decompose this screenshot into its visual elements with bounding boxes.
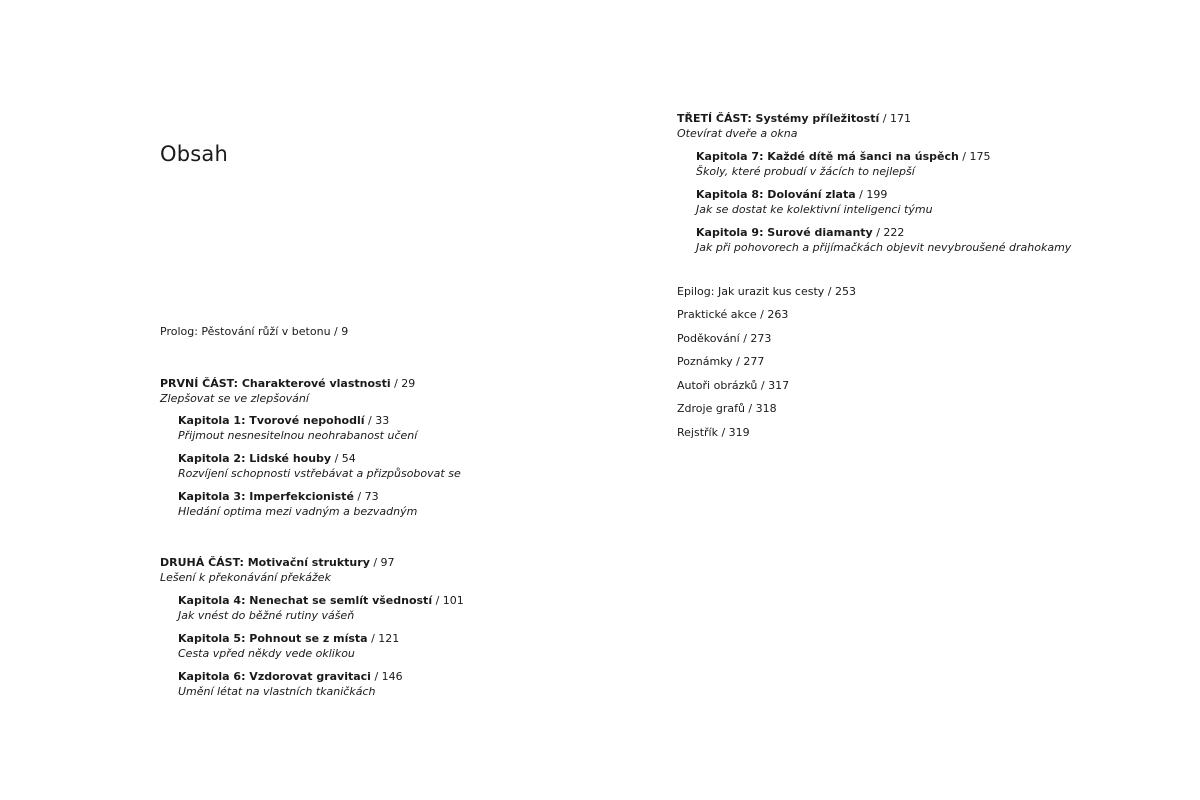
part-3	[677, 111, 911, 141]
chapter-1-page: / 33	[364, 414, 390, 427]
chapter-7-subtitle: Školy, které probudí v žácích to nejlepší	[696, 165, 915, 178]
chapter-2-subtitle: Rozvíjení schopnosti vstřebávat a přizpůsobovat se	[178, 467, 461, 480]
chapter-4-label: Kapitola 4: Nenechat se semlít všedností	[178, 594, 433, 607]
chapter-2-page: / 54	[331, 452, 356, 465]
part-2-subtitle: Lešení k překonávání překážek	[160, 571, 331, 584]
toc-chart-sources: Zdroje grafů / 318	[677, 402, 777, 415]
chapter-8-page: / 199	[855, 188, 888, 201]
toc-notes: Poznámky / 277	[677, 355, 765, 368]
part-1-page: / 29	[390, 377, 416, 390]
chapter-4	[178, 593, 464, 623]
part-2-page: / 97	[369, 556, 395, 569]
chapter-7-label: Kapitola 7: Každé dítě má šanci na úspěch	[696, 150, 959, 163]
part-2-label: DRUHÁ ČÁST: Motivační struktury	[160, 556, 370, 569]
chapter-3-subtitle: Hledání optima mezi vadným a bezvadným	[178, 505, 418, 518]
chapter-2	[178, 451, 461, 481]
part-3-subtitle: Otevírat dveře a okna	[677, 127, 798, 140]
toc-practical-actions: Praktické akce / 263	[677, 308, 789, 321]
chapter-1-label: Kapitola 1: Tvorové nepohodlí	[178, 414, 365, 427]
part-1	[160, 376, 415, 406]
toc-epilog: Epilog: Jak urazit kus cesty / 253	[677, 285, 856, 298]
page-title: Obsah	[160, 142, 228, 166]
chapter-4-page: / 101	[432, 594, 464, 607]
toc-prolog: Prolog: Pěstování růží v betonu / 9	[160, 325, 349, 338]
chapter-9-page: / 222	[872, 226, 905, 239]
chapter-6-page: / 146	[370, 670, 403, 683]
chapter-6-subtitle: Umění létat na vlastních tkaničkách	[178, 685, 376, 698]
chapter-8-subtitle: Jak se dostat ke kolektivní inteligenci týmu	[696, 203, 933, 216]
chapter-8	[696, 187, 933, 217]
chapter-3	[178, 489, 417, 519]
chapter-1-subtitle: Přijmout nesnesitelnou neohrabanost učení	[178, 429, 418, 442]
chapter-3-label: Kapitola 3: Imperfekcionisté	[178, 490, 354, 503]
chapter-4-subtitle: Jak vnést do běžné rutiny vášeň	[178, 609, 355, 622]
part-3-label: TŘETÍ ČÁST: Systémy příležitostí	[677, 112, 880, 125]
chapter-6	[178, 669, 403, 699]
toc-acknowledgements: Poděkování / 273	[677, 332, 772, 345]
chapter-5	[178, 631, 399, 661]
chapter-3-page: / 73	[353, 490, 379, 503]
part-1-label: PRVNÍ ČÁST: Charakterové vlastnosti	[160, 377, 391, 390]
part-3-page: / 171	[879, 112, 911, 125]
chapter-7	[696, 149, 991, 179]
chapter-2-label: Kapitola 2: Lidské houby	[178, 452, 332, 465]
chapter-5-subtitle: Cesta vpřed někdy vede oklikou	[178, 647, 355, 660]
chapter-7-page: / 175	[958, 150, 991, 163]
chapter-8-label: Kapitola 8: Dolování zlata	[696, 188, 856, 201]
chapter-9-label: Kapitola 9: Surové diamanty	[696, 226, 873, 239]
chapter-5-page: / 121	[367, 632, 400, 645]
chapter-9-subtitle: Jak při pohovorech a přijímačkách objevit nevybroušené drahokamy	[696, 241, 1072, 254]
chapter-9	[696, 225, 1071, 255]
toc-index: Rejstřík / 319	[677, 426, 750, 439]
chapter-5-label: Kapitola 5: Pohnout se z místa	[178, 632, 368, 645]
chapter-6-label: Kapitola 6: Vzdorovat gravitaci	[178, 670, 371, 683]
part-1-subtitle: Zlepšovat se ve zlepšování	[160, 392, 309, 405]
toc-image-credits: Autoři obrázků / 317	[677, 379, 790, 392]
chapter-1	[178, 413, 417, 443]
part-2	[160, 555, 395, 585]
